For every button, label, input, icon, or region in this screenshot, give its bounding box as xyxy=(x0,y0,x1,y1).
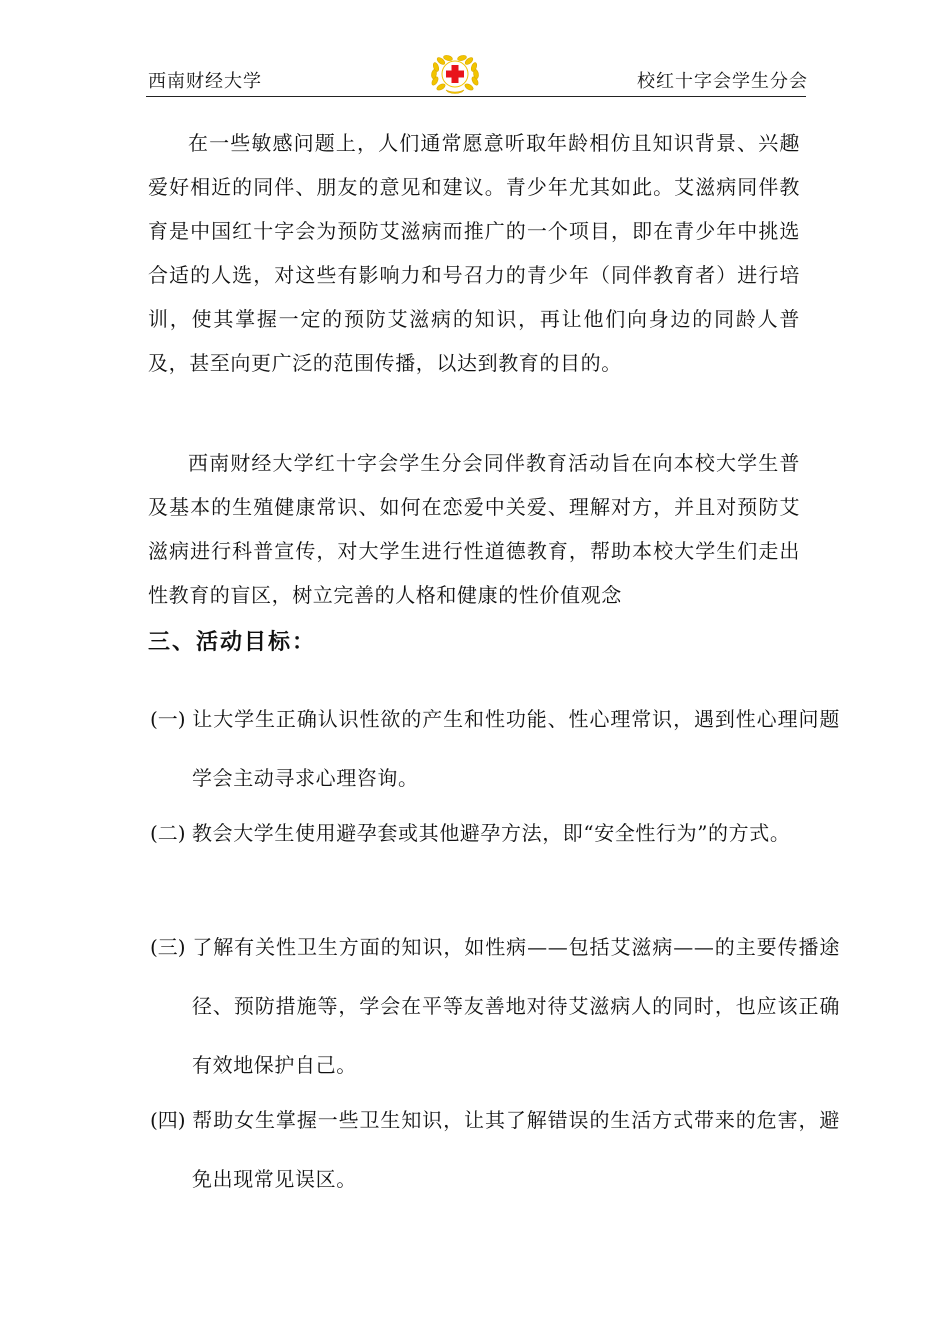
list-item xyxy=(150,1091,840,1209)
header-university-name: 西南财经大学 xyxy=(148,71,262,92)
list-item-number: (三) xyxy=(150,935,186,959)
list-item-text: 了解有关性卫生方面的知识，如性病——包括艾滋病——的主要传播途径、预防措施等，学会在平等友善地对待艾滋病人的同时，也应该正确有效地保护自己。 xyxy=(192,935,840,1077)
list-item-number: (一) xyxy=(150,707,186,731)
body-paragraph-1: 在一些敏感问题上，人们通常愿意听取年龄相仿且知识背景、兴趣爱好相近的同伴、朋友的意见和建议。青少年尤其如此。艾滋病同伴教育是中国红十字会为预防艾滋病而推广的一个项目，即在青少年中挑选合适的人选，对这些有影响力和号召力的青少年（同伴教育者）进行培训，使其掌握一定的预防艾滋病的知识，再让他们向身边的同龄人普及，甚至向更广泛的范围传播，以达到教育的目的。 xyxy=(148,131,800,375)
list-item-text: 让大学生正确认识性欲的产生和性功能、性心理常识，遇到性心理问题学会主动寻求心理咨询。 xyxy=(192,707,840,790)
header-organization-name: 校红十字会学生分会 xyxy=(637,71,808,92)
red-cross-emblem-icon xyxy=(429,54,481,94)
body-paragraph-2: 西南财经大学红十字会学生分会同伴教育活动旨在向本校大学生普及基本的生殖健康常识、如何在恋爱中关爱、理解对方，并且对预防艾滋病进行科普宣传，对大学生进行性道德教育，帮助本校大学生们走出性教育的盲区，树立完善的人格和健康的性价值观念 xyxy=(148,451,800,607)
header-divider xyxy=(146,96,806,97)
list-item xyxy=(150,918,840,1095)
list-item xyxy=(150,690,840,808)
list-item-number: (四) xyxy=(150,1108,186,1132)
list-item-text: 教会大学生使用避孕套或其他避孕方法，即“安全性行为”的方式。 xyxy=(192,821,791,845)
list-item-text: 帮助女生掌握一些卫生知识，让其了解错误的生活方式带来的危害，避免出现常见误区。 xyxy=(192,1108,840,1191)
list-item xyxy=(150,804,840,863)
section-title: 三、活动目标： xyxy=(148,630,317,655)
list-item-number: (二) xyxy=(150,821,186,845)
